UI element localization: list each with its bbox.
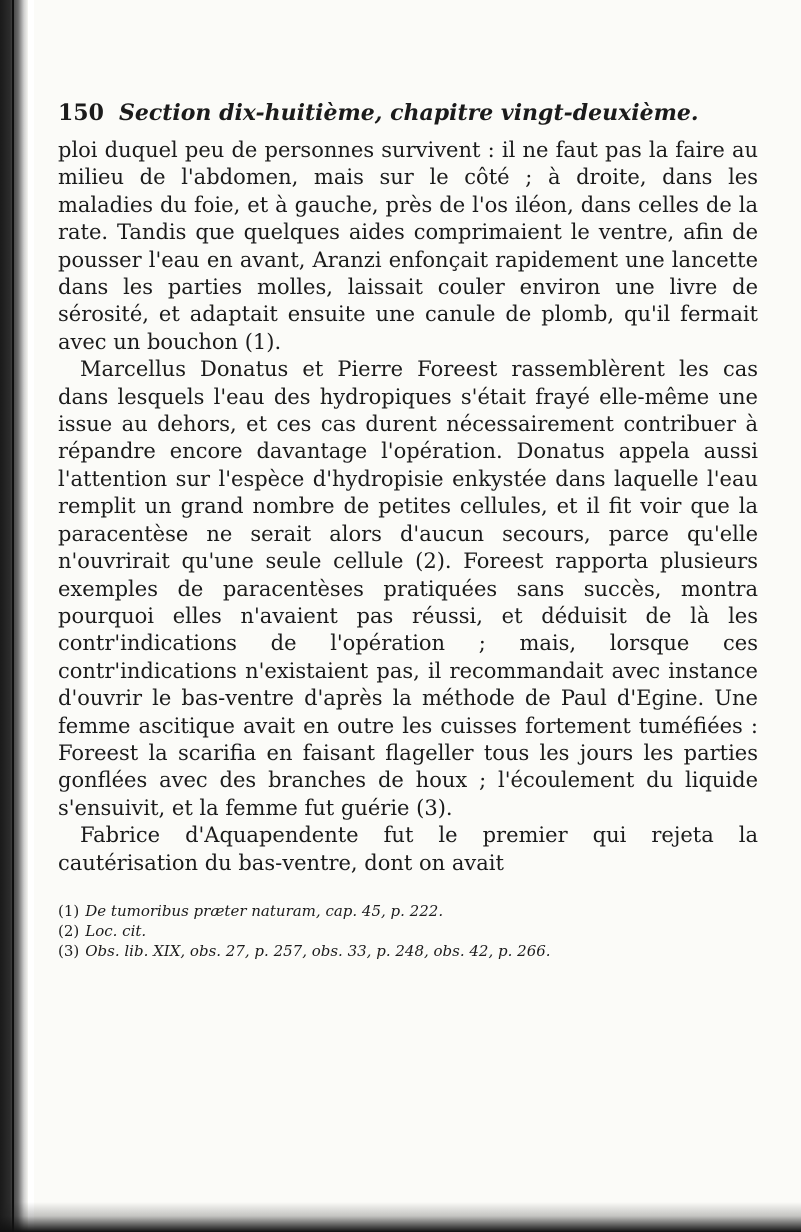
footnote (58, 901, 758, 921)
page-content (58, 96, 758, 961)
footnote (58, 941, 758, 961)
book-binding-edge (0, 0, 28, 1232)
page-number: 150 (58, 100, 104, 126)
footnote-text: Loc. cit. (85, 921, 147, 940)
binding-line (12, 0, 14, 1232)
footnote-number: (1) (58, 901, 80, 920)
page-bottom-shadow (0, 1202, 801, 1232)
footnote (58, 921, 758, 941)
paragraph: Fabrice d'Aquapendente fut le premier qui rejeta la cautérisation du bas-ventre, dont on avait (58, 823, 758, 875)
paragraph: Marcellus Donatus et Pierre Foreest rassemblèrent les cas dans lesquels l'eau des hydropiques s'était frayé elle-même une issue au dehors, et ces cas durent nécessairement contribuer à répandre encore davantage l'opération. Donatus appela aussi l'attention sur l'espèce d'hydropisie enkystée dans laquelle l'eau remplit un grand nombre de petites cellules, et il fit voir que la paracentèse ne serait alors d'aucun secours, parce qu'elle n'ouvrirait qu'une seule cellule (2). Foreest rapporta plusieurs exemples de paracentèses pratiquées sans succès, montra pourquoi elles n'avaient pas réussi, et déduisit de là les contr'indications de l'opération ; mais, lorsque ces contr'indications n'existaient pas, il recommandait avec instance d'ouvrir le bas-ventre d'après la méthode de Paul d'Egine. Une femme ascitique avait en outre les cuisses fortement tuméfiées : Foreest la scarifia en faisant flageller tous les jours les parties gonflées avec des branches de houx ; l'écoulement du liquide s'ensuivit, et la femme fut guérie (3). (58, 357, 758, 820)
footnotes (58, 901, 758, 961)
footnote-text: Obs. lib. XIX, obs. 27, p. 257, obs. 33, p. 248, obs. 42, p. 266. (85, 941, 551, 960)
running-title: Section dix-huitième, chapitre vingt-deuxième. (118, 100, 699, 126)
paragraph: ploi duquel peu de personnes survivent : il ne faut pas la faire au milieu de l'abdomen, mais sur le côté ; à droite, dans les maladies du foie, et à gauche, près de l'os iléon, dans celles de la rate. Tandis que quelques aides comprimaient le ventre, afin de pousser l'eau en avant, Aranzi enfonçait rapidement une lancette dans les parties molles, laissait couler environ une livre de sérosité, et adaptait ensuite une canule de plomb, qu'il fermait avec un bouchon (1). (58, 138, 758, 354)
footnote-number: (3) (58, 941, 80, 960)
footnote-text: De tumoribus præter naturam, cap. 45, p. 222. (85, 901, 444, 920)
footnote-number: (2) (58, 921, 80, 940)
page-header (58, 96, 758, 131)
